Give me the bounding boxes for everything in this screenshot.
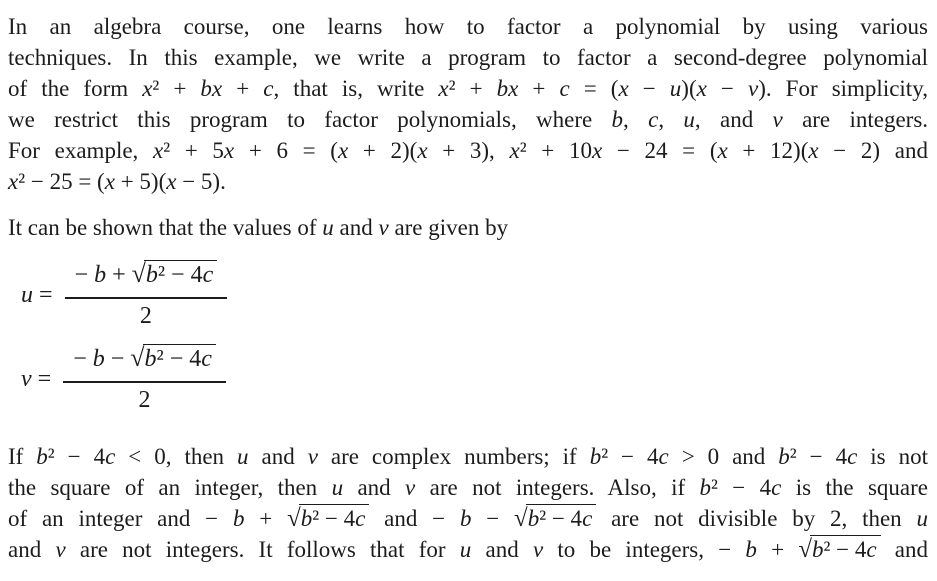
radical-sign: √ <box>287 505 301 532</box>
radicand: b² − 4c <box>810 535 881 563</box>
text-line: and v are not integers. It follows that for u and v to be integers, − b + √b² − 4c and <box>8 536 928 563</box>
text-line: In an algebra course, one learns how to factor a polynomial by using various <box>8 14 928 39</box>
radicand: b² − 4c <box>299 504 370 532</box>
fraction-denominator: 2 <box>139 303 152 329</box>
text-line: If b² − 4c < 0, then u and v are complex numbers; if b² − 4c > 0 and b² − 4c is not <box>8 444 928 469</box>
radicand: b² − 4c <box>143 344 216 373</box>
equation-u-lhs: u = <box>21 282 53 308</box>
equation-v-fraction <box>63 343 226 416</box>
fraction-denominator: 2 <box>138 387 151 413</box>
text-line: techniques. In this example, we write a program to factor a second-degree polynomial <box>8 45 928 70</box>
equation-v <box>21 343 928 416</box>
radicand: b² − 4c <box>144 260 217 289</box>
lead-in-paragraph <box>8 212 928 243</box>
radical-sign: √ <box>514 505 528 532</box>
equation-v-lhs: v = <box>21 366 52 392</box>
radical-sign: √ <box>131 259 146 288</box>
fraction-numerator: − b − √b² − 4c <box>63 343 226 383</box>
text-line: It can be shown that the values of u and v are given by <box>8 215 509 240</box>
text-line: x² − 25 = (x + 5)(x − 5). <box>8 169 226 194</box>
equation-u-fraction <box>65 259 228 332</box>
equations-block <box>8 259 928 416</box>
radical-sign: √ <box>798 536 812 563</box>
fraction-numerator: − b + √b² − 4c <box>65 259 228 299</box>
discussion-paragraph <box>8 441 928 565</box>
text-line: the square of an integer, then u and v are not integers. Also, if b² − 4c is the square <box>8 475 928 500</box>
radicand: b² − 4c <box>526 504 597 532</box>
intro-paragraph <box>8 11 928 197</box>
equation-u <box>21 259 928 332</box>
text-line: For example, x² + 5x + 6 = (x + 2)(x + 3), x² + 10x − 24 = (x + 12)(x − 2) and <box>8 138 928 163</box>
text-line: we restrict this program to factor polynomials, where b, c, u, and v are integers. <box>8 107 929 132</box>
text-line: of an integer and − b + √b² − 4c and − b − √b² − 4c are not divisible by 2, then u <box>8 505 928 532</box>
radical-sign: √ <box>130 343 145 372</box>
text-line: of the form x² + bx + c, that is, write x² + bx + c = (x − u)(x − v). For simplicity, <box>8 76 928 101</box>
